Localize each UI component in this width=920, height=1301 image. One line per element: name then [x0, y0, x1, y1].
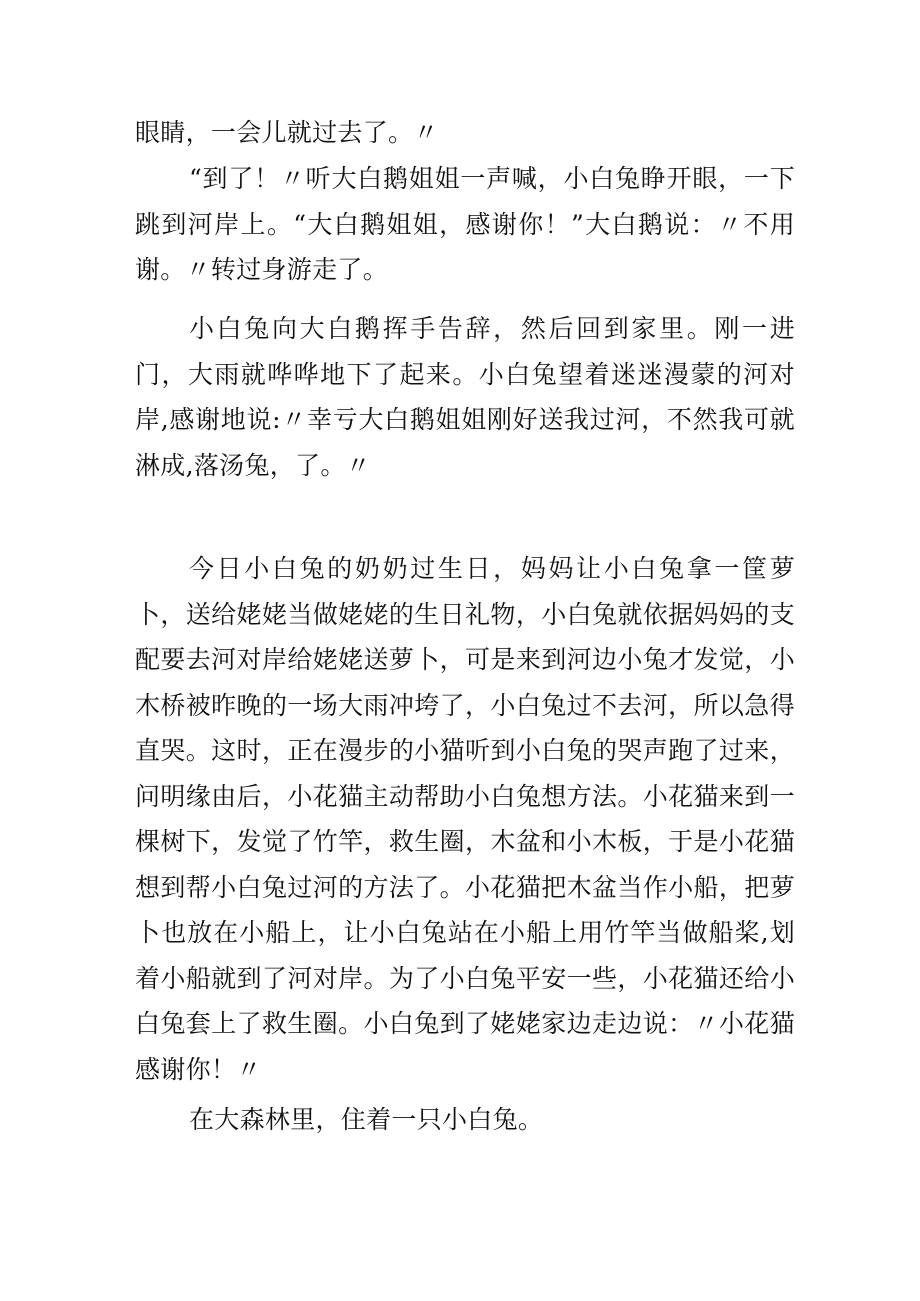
paragraph-arrival: “到了！〃听大白鹅姐姐一声喊，小白兔睁开眼，一下跳到河岸上。“大白鹅姐姐，感谢你！”大白鹅说：〃不用谢。〃转过身游走了。	[135, 164, 795, 284]
paragraph-forest-opening: 在大森林里，住着一只小白兔。	[189, 1105, 544, 1134]
paragraph-return-home: 小白兔向大白鹅挥手告辞，然后回到家里。刚一进门，大雨就哗哗地下了起来。小白兔望着迷迷漫蒙的河对岸,感谢地说:〃幸亏大白鹅姐姐刚好送我过河，不然我可就淋成,落汤兔，了。〃	[135, 314, 795, 480]
paragraph-continuation: 眼睛，一会儿就过去了。〃	[135, 118, 439, 147]
paragraph-grandma-birthday: 今日小白兔的奶奶过生日，妈妈让小白兔拿一筐萝卜，送给姥姥当做姥姥的生日礼物，小白兔就依据妈妈的支配要去河对岸给姥姥送萝卜，可是来到河边小兔才发觉，小木桥被昨晚的一场大雨冲垮了，小白兔过不去河，所以急得直哭。这时，正在漫步的小猫听到小白兔的哭声跑了过来，问明缘由后，小花猫主动帮助小白兔想方法。小花猫来到一棵树下，发觉了竹竿，救生圈，木盆和小木板，于是小花猫想到帮小白兔过河的方法了。小花猫把木盆当作小船，把萝卜也放在小船上，让小白兔站在小船上用竹竿当做船桨,划着小船就到了河对岸。为了小白兔平安一些，小花猫还给小白兔套上了救生圈。小白兔到了姥姥家边走边说：〃小花猫感谢你！〃	[135, 554, 795, 1084]
